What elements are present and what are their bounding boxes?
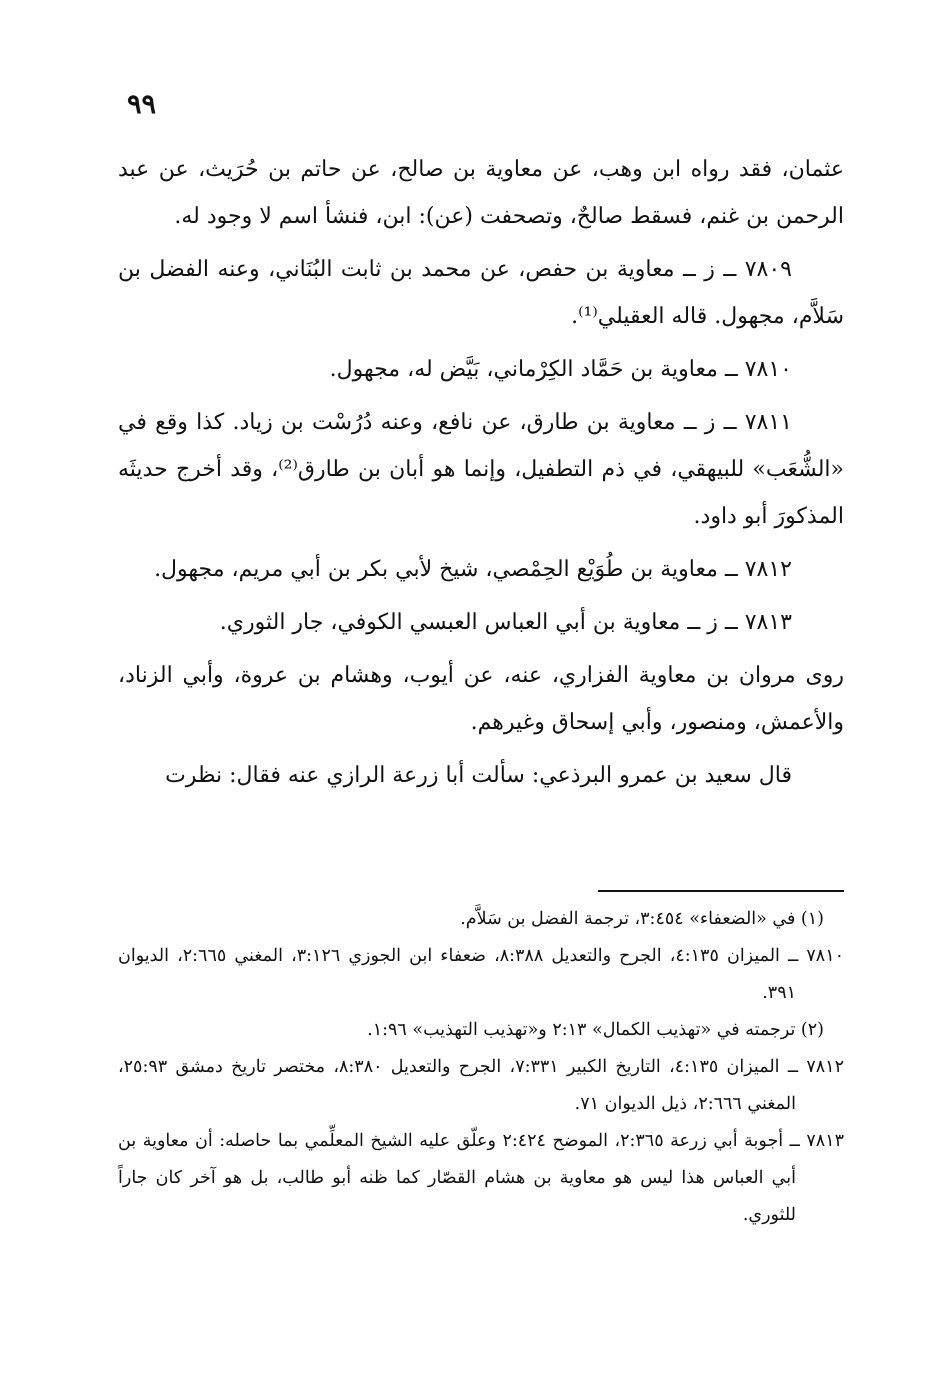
entry-7811: ٧٨١١ ــ ز ــ معاوية بن طارق، عن نافع، وعنه دُرُسْت بن زياد. كذا وقع في «الشُّعَب» للبيهقي، في ذم التطفيل، وإنما هو أبان بن طارق⁽²⁾، وقد أخرج حديثَه المذكورَ أبو داود. <box>118 410 845 529</box>
source-note-7813: ٧٨١٣ ــ أجوبة أبي زرعة ٢:٣٦٥، الموضح ٢:٤٢٤ وعلّق عليه الشيخ المعلِّمي بما حاصله: أن معاوية بن أبي العباس هذا ليس هو معاوية بن هشام القصّار كما ظنه أبو طالب، بل هو آخر كان جاراً للثوري. <box>118 1131 844 1225</box>
main-text <box>118 146 844 805</box>
footnote-separator <box>598 890 844 892</box>
source-note-7812: ٧٨١٢ ــ الميزان ٤:١٣٥، التاريخ الكبير ٧:٣٣١، الجرح والتعديل ٨:٣٨٠، مختصر تاريخ دمشق ٢٥:٩٣، المغني ٢:٦٦٦، ذيل الديوان ٧١. <box>118 1057 844 1114</box>
footnote-2: (٢) ترجمته في «تهذيب الكمال» ٢:١٣ و«تهذيب التهذيب» ١:٩٦. <box>367 1020 824 1040</box>
entry-7809: ٧٨٠٩ ــ ز ــ معاوية بن حفص، عن محمد بن ثابت البُنَاني، وعنه الفضل بن سَلاَّم، مجهول. قاله العقيلي⁽¹⁾. <box>118 257 844 329</box>
entry-7813: ٧٨١٣ ــ ز ــ معاوية بن أبي العباس العبسي الكوفي، جار الثوري. <box>219 610 792 635</box>
page-number: ٩٩ <box>126 89 156 120</box>
footnotes <box>118 901 844 1234</box>
entry-7812: ٧٨١٢ ــ معاوية بن طُوَيْع الحِمْصي، شيخ لأبي بكر بن أبي مريم، مجهول. <box>154 557 792 582</box>
footnote-1: (١) في «الضعفاء» ٣:٤٥٤، ترجمة الفضل بن سَلاَّم. <box>460 909 824 929</box>
entry-7813-quote: قال سعيد بن عمرو البرذعي: سألت أبا زرعة الرازي عنه فقال: نظرت <box>165 763 792 788</box>
book-page <box>118 0 844 1381</box>
entry-7813-narrators: روى مروان بن معاوية الفزاري، عنه، عن أيوب، وهشام بن عروة، وأبي الزناد، والأعمش، ومنصور، وأبي إسحاق وغيرهم. <box>118 663 844 735</box>
paragraph-continuation: عثمان، فقد رواه ابن وهب، عن معاوية بن صالح، عن حاتم بن حُرَيث، عن عبد الرحمن بن غنم، فسقط صالحٌ، وتصحفت (عن): ابن، فنشأ اسم لا وجود له. <box>118 157 844 229</box>
entry-7810: ٧٨١٠ ــ معاوية بن حَمَّاد الكِرْماني، بَيَّض له، مجهول. <box>329 357 792 382</box>
source-note-7810: ٧٨١٠ ــ الميزان ٤:١٣٥، الجرح والتعديل ٨:٣٨٨، ضعفاء ابن الجوزي ٣:١٢٦، المغني ٢:٦٦٥، الديوان ٣٩١. <box>118 946 844 1003</box>
